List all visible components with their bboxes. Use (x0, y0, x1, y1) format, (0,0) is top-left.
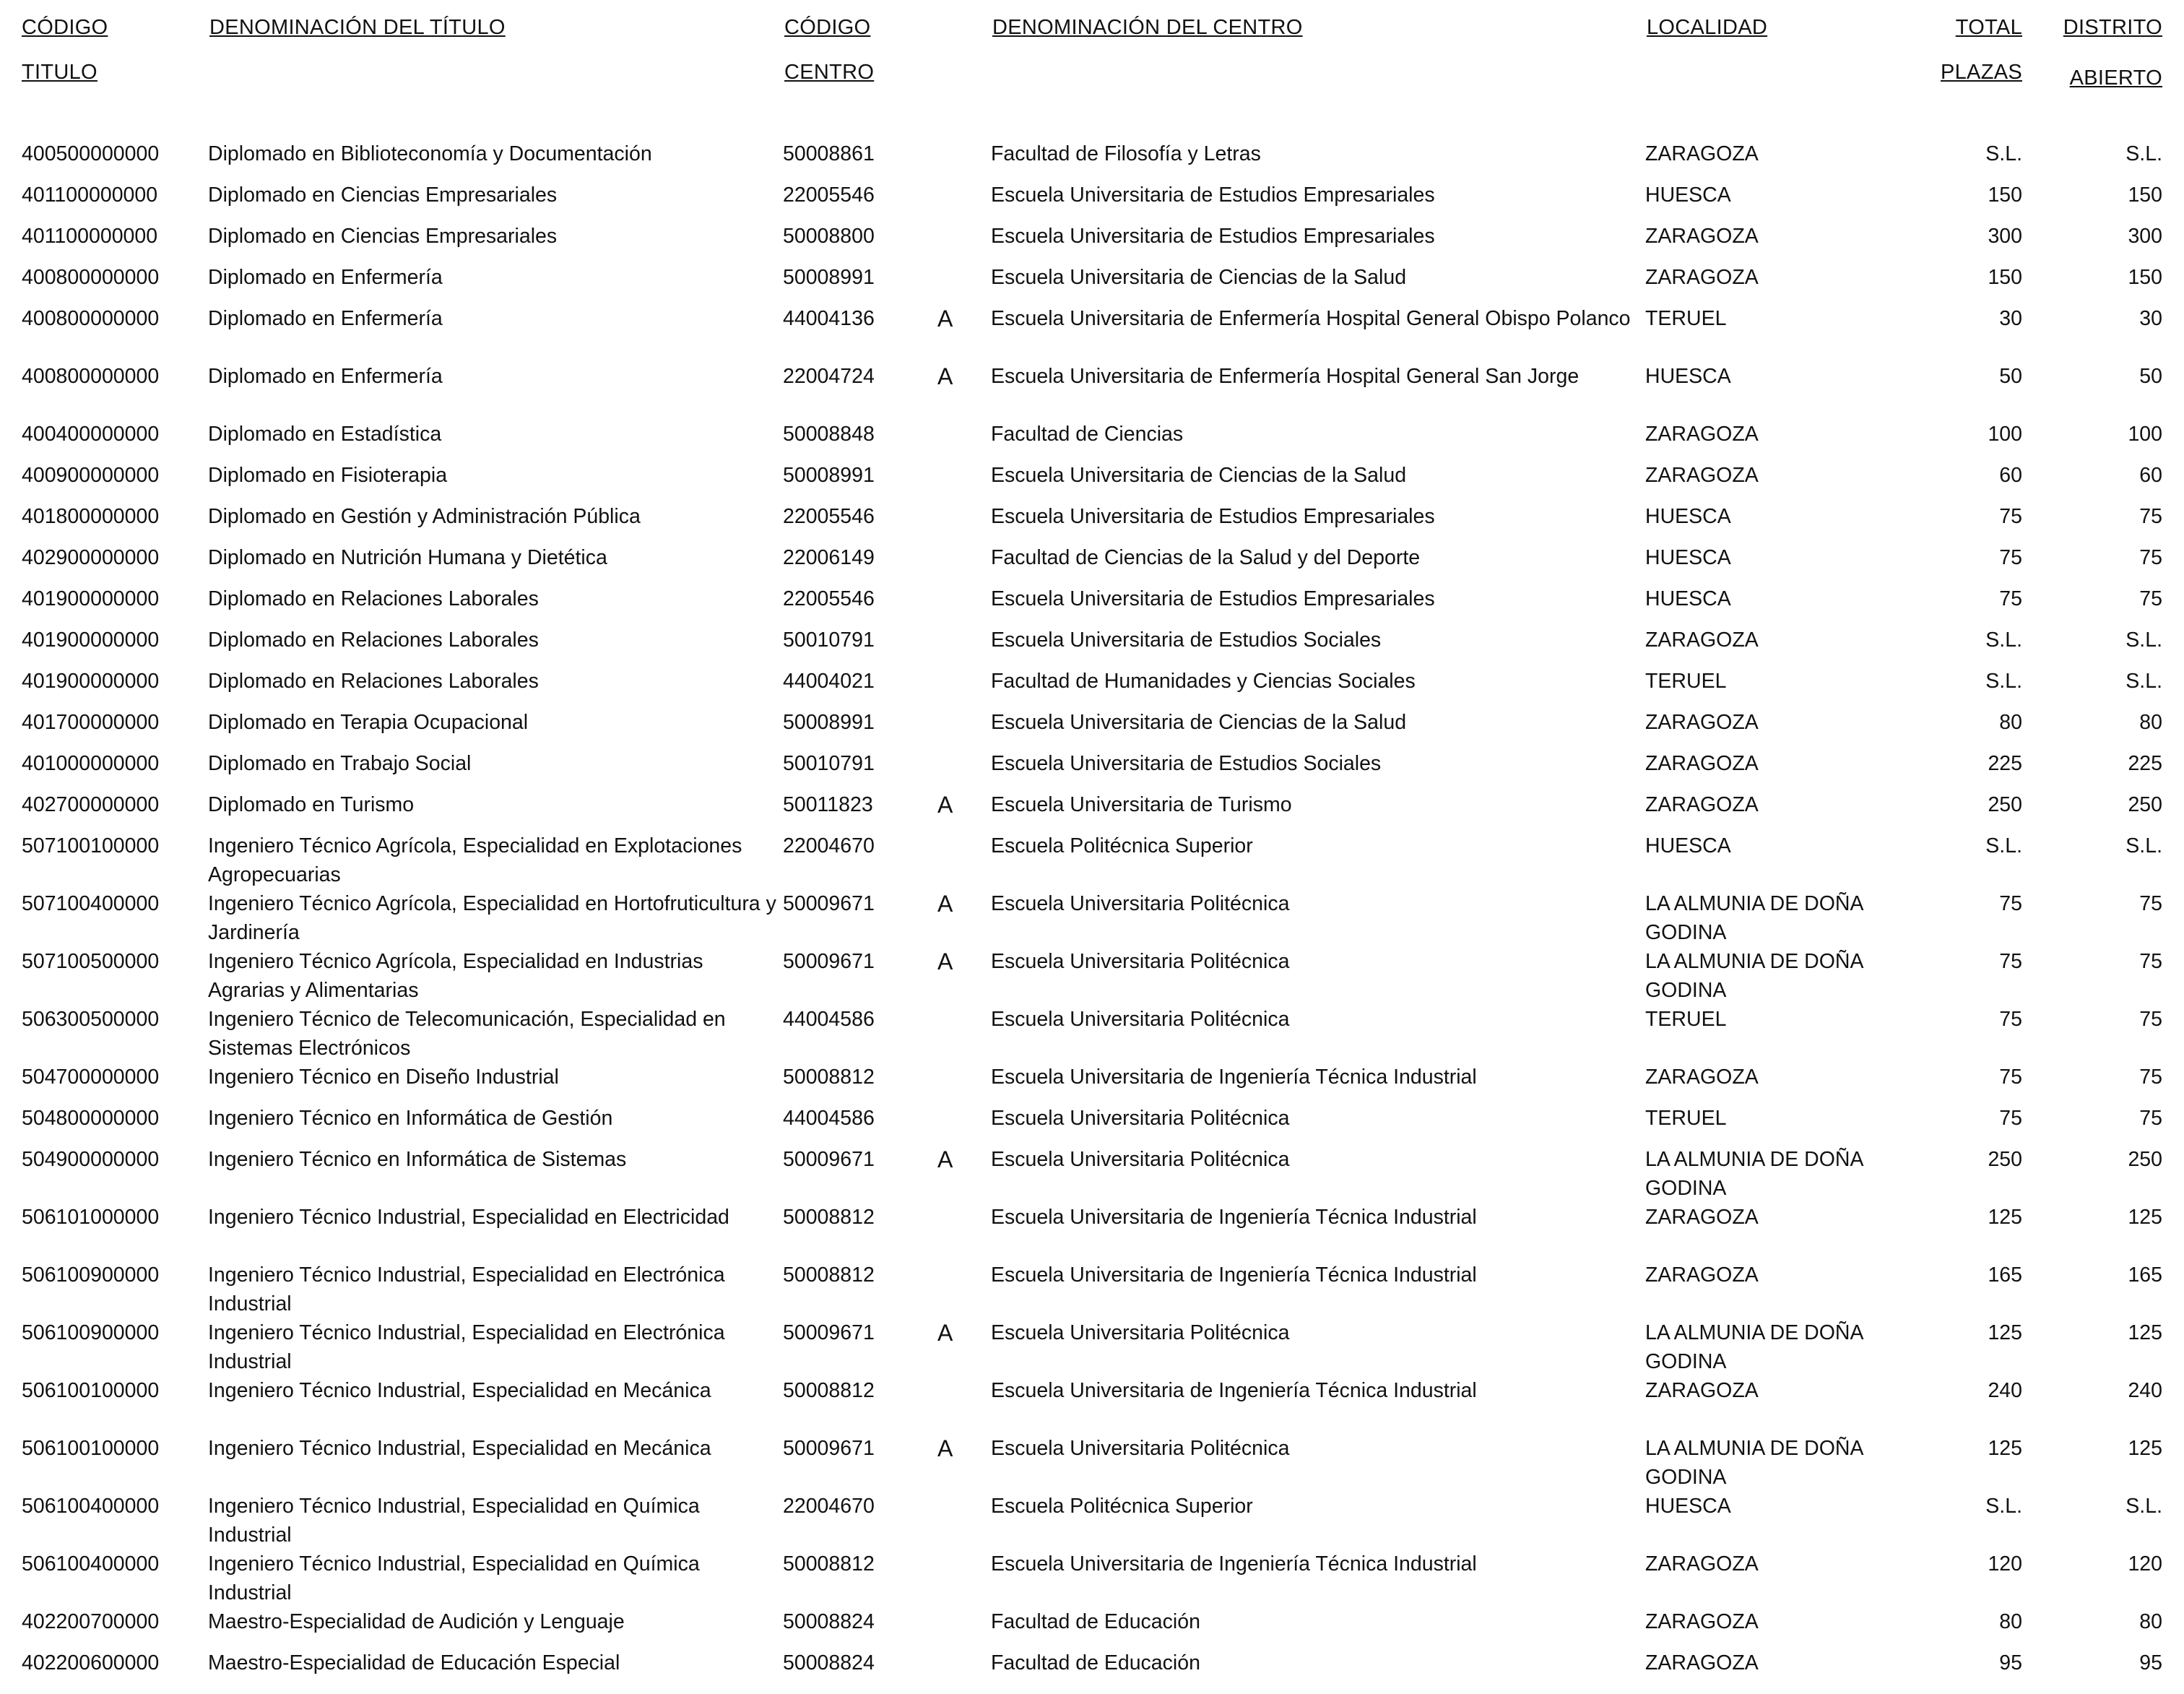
cell-title: Diplomado en Fisioterapia (208, 464, 448, 487)
cell-locality: ZARAGOZA (1645, 1651, 1759, 1674)
cell-locality: ZARAGOZA (1645, 711, 1759, 734)
header-total: TOTAL (1955, 16, 2022, 39)
cell-centre-code: 50008812 (783, 1206, 875, 1229)
cell-locality: ZARAGOZA (1645, 142, 1759, 165)
cell-locality: HUESCA (1645, 365, 1731, 388)
cell-title: Ingeniero Técnico Industrial, Especialidad en Mecánica (208, 1437, 711, 1460)
cell-centre-code: 22005546 (783, 587, 875, 610)
cell-centre: Facultad de Educación (991, 1651, 1200, 1674)
cell-locality: ZARAGOZA (1645, 793, 1759, 816)
header-localidad: LOCALIDAD (1647, 16, 1768, 39)
header-distrito: DISTRITO (2063, 16, 2162, 39)
table-row (0, 356, 2184, 414)
cell-flag: A (937, 363, 953, 389)
cell-locality: LA ALMUNIA DE DOÑA GODINA (1645, 1437, 1863, 1489)
header-codigo-centro-line2: CENTRO (784, 61, 875, 84)
table-row (0, 620, 2184, 661)
cell-total: 75 (1999, 1008, 2022, 1031)
header-denominacion-titulo: DENOMINACIÓN DEL TÍTULO (209, 16, 506, 39)
cell-code: 504800000000 (22, 1107, 160, 1130)
cell-locality: ZARAGOZA (1645, 266, 1759, 289)
cell-total: 120 (1988, 1552, 2022, 1576)
cell-district: S.L. (2126, 670, 2162, 693)
table-row (0, 414, 2184, 455)
cell-code: 506100400000 (22, 1495, 160, 1518)
cell-centre: Escuela Universitaria de Ingeniería Técnica Industrial (991, 1263, 1477, 1287)
cell-total: S.L. (1985, 628, 2022, 652)
cell-locality: HUESCA (1645, 505, 1731, 528)
cell-locality: ZARAGOZA (1645, 423, 1759, 446)
cell-locality: LA ALMUNIA DE DOÑA GODINA (1645, 950, 1863, 1002)
cell-title: Diplomado en Enfermería (208, 307, 443, 330)
cell-district: 95 (2139, 1651, 2162, 1674)
cell-centre-code: 50008812 (783, 1552, 875, 1576)
cell-district: 150 (2128, 183, 2162, 207)
cell-locality: HUESCA (1645, 546, 1731, 569)
table-row (0, 257, 2184, 298)
cell-title: Diplomado en Enfermería (208, 266, 443, 289)
cell-centre: Escuela Universitaria de Turismo (991, 793, 1292, 816)
cell-total: 125 (1988, 1437, 2022, 1460)
cell-title: Diplomado en Gestión y Administración Pública (208, 505, 641, 528)
cell-code: 506100400000 (22, 1552, 160, 1576)
cell-centre-code: 50008861 (783, 142, 875, 165)
cell-title: Diplomado en Relaciones Laborales (208, 670, 539, 693)
cell-flag: A (937, 1320, 953, 1346)
cell-locality: TERUEL (1645, 670, 1727, 693)
cell-title: Maestro-Especialidad de Educación Especial (208, 1651, 620, 1674)
cell-centre: Escuela Universitaria Politécnica (991, 1148, 1290, 1171)
header-distrito-line2: ABIERTO (2069, 66, 2162, 90)
cell-title: Diplomado en Ciencias Empresariales (208, 225, 558, 248)
cell-centre: Facultad de Humanidades y Ciencias Sociales (991, 670, 1416, 693)
cell-code: 401100000000 (22, 225, 158, 248)
cell-flag: A (937, 948, 953, 975)
cell-locality: ZARAGOZA (1645, 464, 1759, 487)
table-row (0, 941, 2184, 1002)
cell-locality: ZARAGOZA (1645, 1206, 1759, 1229)
cell-total: 60 (1999, 464, 2022, 487)
cell-locality: ZARAGOZA (1645, 752, 1759, 775)
cell-centre: Escuela Universitaria de Ingeniería Técnica Industrial (991, 1379, 1477, 1402)
cell-centre-code: 50008824 (783, 1610, 875, 1633)
cell-centre-code: 50008812 (783, 1066, 875, 1089)
table-row (0, 579, 2184, 620)
cell-title: Ingeniero Técnico Agrícola, Especialidad en Explotaciones Agropecuarias (208, 834, 742, 886)
cell-district: 75 (2139, 950, 2162, 973)
cell-centre: Facultad de Educación (991, 1610, 1200, 1633)
cell-code: 400800000000 (22, 365, 160, 388)
cell-centre-code: 22004670 (783, 1495, 875, 1518)
cell-district: 75 (2139, 587, 2162, 610)
cell-title: Ingeniero Técnico Agrícola, Especialidad en Hortofruticultura y Jardinería (208, 892, 776, 944)
cell-code: 400800000000 (22, 307, 160, 330)
cell-title: Ingeniero Técnico de Telecomunicación, Especialidad en Sistemas Electrónicos (208, 1008, 726, 1060)
table-row (0, 1098, 2184, 1139)
cell-district: 250 (2128, 1148, 2162, 1171)
cell-centre: Escuela Universitaria de Ciencias de la Salud (991, 266, 1407, 289)
cell-locality: HUESCA (1645, 183, 1731, 207)
cell-locality: ZARAGOZA (1645, 1066, 1759, 1089)
header-codigo-titulo: CÓDIGO (22, 16, 108, 39)
cell-code: 400800000000 (22, 266, 160, 289)
cell-title: Diplomado en Relaciones Laborales (208, 628, 539, 652)
table-row (0, 537, 2184, 579)
cell-code: 400900000000 (22, 464, 160, 487)
cell-centre: Escuela Universitaria de Estudios Sociales (991, 628, 1382, 652)
cell-centre: Escuela Universitaria Politécnica (991, 1107, 1290, 1130)
cell-locality: HUESCA (1645, 587, 1731, 610)
cell-centre-code: 50008848 (783, 423, 875, 446)
cell-centre-code: 50008991 (783, 464, 875, 487)
cell-district: 120 (2128, 1552, 2162, 1576)
cell-code: 401100000000 (22, 183, 158, 207)
cell-code: 507100500000 (22, 950, 160, 973)
table-row (0, 1544, 2184, 1602)
cell-code: 400400000000 (22, 423, 160, 446)
cell-total: 75 (1999, 892, 2022, 915)
table-row (0, 1602, 2184, 1643)
cell-district: S.L. (2126, 1495, 2162, 1518)
cell-district: 50 (2139, 365, 2162, 388)
header-codigo-titulo-line2: TITULO (22, 61, 98, 84)
cell-total: 75 (1999, 546, 2022, 569)
cell-total: 50 (1999, 365, 2022, 388)
table-row (0, 1428, 2184, 1489)
cell-code: 402900000000 (22, 546, 160, 569)
cell-centre-code: 44004586 (783, 1008, 875, 1031)
cell-district: 75 (2139, 1008, 2162, 1031)
table-row (0, 455, 2184, 496)
cell-locality: TERUEL (1645, 1008, 1727, 1031)
cell-centre-code: 50008991 (783, 266, 875, 289)
cell-total: 250 (1988, 1148, 2022, 1171)
cell-district: 125 (2128, 1321, 2162, 1344)
cell-total: S.L. (1985, 834, 2022, 857)
cell-locality: ZARAGOZA (1645, 1379, 1759, 1402)
cell-district: 75 (2139, 1066, 2162, 1089)
cell-district: 165 (2128, 1263, 2162, 1287)
cell-title: Diplomado en Turismo (208, 793, 415, 816)
cell-centre-code: 50009671 (783, 1437, 875, 1460)
cell-centre: Escuela Politécnica Superior (991, 834, 1253, 857)
cell-locality: ZARAGOZA (1645, 1610, 1759, 1633)
table-row (0, 1139, 2184, 1200)
cell-centre-code: 22004724 (783, 365, 875, 388)
cell-total: 80 (1999, 1610, 2022, 1633)
cell-total: S.L. (1985, 142, 2022, 165)
cell-title: Diplomado en Trabajo Social (208, 752, 472, 775)
cell-total: 75 (1999, 587, 2022, 610)
cell-code: 506300500000 (22, 1008, 160, 1031)
cell-total: 80 (1999, 711, 2022, 734)
cell-locality: ZARAGOZA (1645, 225, 1759, 248)
cell-code: 402700000000 (22, 793, 160, 816)
cell-locality: TERUEL (1645, 307, 1727, 330)
cell-code: 507100100000 (22, 834, 160, 857)
cell-district: 100 (2128, 423, 2162, 446)
table-body (0, 134, 2184, 1684)
cell-flag: A (937, 792, 953, 818)
cell-code: 401000000000 (22, 752, 160, 775)
cell-centre: Facultad de Filosofía y Letras (991, 142, 1261, 165)
header-total-line2: PLAZAS (1940, 61, 2022, 84)
cell-district: 30 (2139, 307, 2162, 330)
cell-flag: A (937, 891, 953, 917)
cell-total: 75 (1999, 1107, 2022, 1130)
cell-centre-code: 50008991 (783, 711, 875, 734)
table-row (0, 785, 2184, 826)
cell-district: S.L. (2126, 834, 2162, 857)
cell-district: 75 (2139, 505, 2162, 528)
cell-district: 150 (2128, 266, 2162, 289)
cell-centre: Escuela Universitaria de Ingeniería Técnica Industrial (991, 1066, 1477, 1089)
cell-title: Diplomado en Biblioteconomía y Documentación (208, 142, 652, 165)
cell-code: 504900000000 (22, 1148, 160, 1171)
cell-centre: Escuela Universitaria de Ingeniería Técnica Industrial (991, 1552, 1477, 1576)
cell-code: 401900000000 (22, 587, 160, 610)
cell-district: 75 (2139, 892, 2162, 915)
cell-total: 250 (1988, 793, 2022, 816)
table-row (0, 175, 2184, 216)
cell-total: 150 (1988, 183, 2022, 207)
table-row (0, 298, 2184, 356)
cell-total: 125 (1988, 1321, 2022, 1344)
cell-centre: Facultad de Ciencias (991, 423, 1184, 446)
cell-centre-code: 22005546 (783, 505, 875, 528)
cell-centre: Escuela Universitaria de Estudios Empresariales (991, 505, 1435, 528)
cell-district: S.L. (2126, 142, 2162, 165)
cell-code: 504700000000 (22, 1066, 160, 1089)
cell-code: 402200700000 (22, 1610, 160, 1633)
table-row (0, 883, 2184, 944)
cell-centre: Escuela Universitaria Politécnica (991, 950, 1290, 973)
cell-centre-code: 22006149 (783, 546, 875, 569)
cell-code: 401800000000 (22, 505, 160, 528)
cell-code: 400500000000 (22, 142, 160, 165)
cell-flag: A (937, 1146, 953, 1172)
table-row (0, 1057, 2184, 1098)
cell-centre: Escuela Universitaria de Ciencias de la Salud (991, 711, 1407, 734)
cell-centre-code: 22005546 (783, 183, 875, 207)
cell-centre: Escuela Universitaria de Estudios Sociales (991, 752, 1382, 775)
cell-title: Diplomado en Enfermería (208, 365, 443, 388)
table-row (0, 999, 2184, 1060)
cell-code: 401900000000 (22, 670, 160, 693)
header-denominacion-centro: DENOMINACIÓN DEL CENTRO (992, 16, 1303, 39)
cell-centre-code: 44004136 (783, 307, 875, 330)
cell-locality: HUESCA (1645, 1495, 1731, 1518)
cell-district: 75 (2139, 546, 2162, 569)
cell-title: Ingeniero Técnico Industrial, Especialidad en Electricidad (208, 1206, 729, 1229)
cell-district: 80 (2139, 711, 2162, 734)
table-row (0, 1313, 2184, 1373)
cell-total: S.L. (1985, 670, 2022, 693)
table-row (0, 496, 2184, 537)
table-row (0, 702, 2184, 743)
cell-code: 506101000000 (22, 1206, 160, 1229)
table-row (0, 1486, 2184, 1547)
cell-district: 75 (2139, 1107, 2162, 1130)
cell-centre: Facultad de Ciencias de la Salud y del Deporte (991, 546, 1421, 569)
cell-centre: Escuela Universitaria de Ingeniería Técnica Industrial (991, 1206, 1477, 1229)
cell-district: 80 (2139, 1610, 2162, 1633)
cell-district: 300 (2128, 225, 2162, 248)
cell-centre: Escuela Politécnica Superior (991, 1495, 1253, 1518)
cell-title: Ingeniero Técnico Industrial, Especialidad en Electrónica Industrial (208, 1263, 725, 1315)
cell-title: Ingeniero Técnico Agrícola, Especialidad en Industrias Agrarias y Alimentarias (208, 950, 703, 1002)
cell-centre-code: 50008812 (783, 1379, 875, 1402)
table-row (0, 1643, 2184, 1684)
cell-total: 125 (1988, 1206, 2022, 1229)
cell-total: 300 (1988, 225, 2022, 248)
cell-district: S.L. (2126, 628, 2162, 652)
cell-centre-code: 50010791 (783, 628, 875, 652)
cell-title: Ingeniero Técnico Industrial, Especialidad en Electrónica Industrial (208, 1321, 725, 1373)
cell-locality: ZARAGOZA (1645, 1263, 1759, 1287)
cell-total: 100 (1988, 423, 2022, 446)
cell-total: 95 (1999, 1651, 2022, 1674)
cell-district: 125 (2128, 1206, 2162, 1229)
cell-title: Diplomado en Estadística (208, 423, 442, 446)
cell-centre-code: 50008812 (783, 1263, 875, 1287)
cell-locality: ZARAGOZA (1645, 628, 1759, 652)
cell-locality: LA ALMUNIA DE DOÑA GODINA (1645, 1321, 1863, 1373)
cell-centre: Escuela Universitaria de Ciencias de la Salud (991, 464, 1407, 487)
cell-centre: Escuela Universitaria de Estudios Empresariales (991, 587, 1435, 610)
cell-total: 165 (1988, 1263, 2022, 1287)
cell-centre: Escuela Universitaria Politécnica (991, 1008, 1290, 1031)
cell-locality: LA ALMUNIA DE DOÑA GODINA (1645, 1148, 1863, 1200)
cell-centre-code: 22004670 (783, 834, 875, 857)
cell-title: Ingeniero Técnico Industrial, Especialidad en Química Industrial (208, 1552, 700, 1604)
cell-total: 30 (1999, 307, 2022, 330)
cell-centre-code: 44004021 (783, 670, 875, 693)
cell-centre: Escuela Universitaria Politécnica (991, 892, 1290, 915)
cell-code: 507100400000 (22, 892, 160, 915)
cell-district: 125 (2128, 1437, 2162, 1460)
cell-centre: Escuela Universitaria de Enfermería Hospital General San Jorge (991, 365, 1580, 388)
cell-centre-code: 50009671 (783, 950, 875, 973)
cell-title: Diplomado en Terapia Ocupacional (208, 711, 529, 734)
table-row (0, 134, 2184, 175)
cell-title: Diplomado en Relaciones Laborales (208, 587, 539, 610)
cell-code: 506100900000 (22, 1263, 160, 1287)
table-row (0, 826, 2184, 886)
table-row (0, 661, 2184, 702)
cell-total: 225 (1988, 752, 2022, 775)
cell-locality: ZARAGOZA (1645, 1552, 1759, 1576)
cell-code: 506100900000 (22, 1321, 160, 1344)
cell-title: Diplomado en Nutrición Humana y Dietética (208, 546, 607, 569)
cell-centre: Escuela Universitaria de Estudios Empresariales (991, 183, 1435, 207)
cell-total: 75 (1999, 950, 2022, 973)
table-row (0, 216, 2184, 257)
cell-title: Maestro-Especialidad de Audición y Lenguaje (208, 1610, 625, 1633)
cell-district: 60 (2139, 464, 2162, 487)
cell-centre: Escuela Universitaria de Estudios Empresariales (991, 225, 1435, 248)
table-row (0, 1370, 2184, 1428)
cell-centre: Escuela Universitaria Politécnica (991, 1321, 1290, 1344)
cell-centre-code: 50011823 (783, 793, 873, 816)
cell-locality: HUESCA (1645, 834, 1731, 857)
cell-title: Diplomado en Ciencias Empresariales (208, 183, 558, 207)
cell-code: 401900000000 (22, 628, 160, 652)
cell-centre-code: 50008824 (783, 1651, 875, 1674)
cell-district: 225 (2128, 752, 2162, 775)
cell-title: Ingeniero Técnico en Diseño Industrial (208, 1066, 559, 1089)
cell-centre-code: 50008800 (783, 225, 875, 248)
header-codigo-centro: CÓDIGO (784, 16, 871, 39)
cell-centre-code: 50009671 (783, 892, 875, 915)
table-row (0, 743, 2184, 785)
cell-title: Ingeniero Técnico en Informática de Gestión (208, 1107, 613, 1130)
cell-total: S.L. (1985, 1495, 2022, 1518)
cell-total: 150 (1988, 266, 2022, 289)
cell-code: 402200600000 (22, 1651, 160, 1674)
cell-total: 240 (1988, 1379, 2022, 1402)
cell-title: Ingeniero Técnico Industrial, Especialidad en Mecánica (208, 1379, 711, 1402)
cell-centre-code: 50010791 (783, 752, 875, 775)
cell-code: 506100100000 (22, 1379, 160, 1402)
cell-centre: Escuela Universitaria Politécnica (991, 1437, 1290, 1460)
cell-locality: TERUEL (1645, 1107, 1727, 1130)
cell-centre-code: 50009671 (783, 1148, 875, 1171)
cell-title: Ingeniero Técnico Industrial, Especialidad en Química Industrial (208, 1495, 700, 1547)
cell-centre-code: 50009671 (783, 1321, 875, 1344)
cell-district: 240 (2128, 1379, 2162, 1402)
cell-code: 401700000000 (22, 711, 160, 734)
cell-centre: Escuela Universitaria de Enfermería Hospital General Obispo Polanco (991, 307, 1631, 330)
cell-flag: A (937, 1435, 953, 1461)
cell-total: 75 (1999, 1066, 2022, 1089)
cell-centre-code: 44004586 (783, 1107, 875, 1130)
cell-code: 506100100000 (22, 1437, 160, 1460)
cell-flag: A (937, 306, 953, 332)
cell-district: 250 (2128, 793, 2162, 816)
table-row (0, 1197, 2184, 1255)
cell-locality: LA ALMUNIA DE DOÑA GODINA (1645, 892, 1863, 944)
table-row (0, 1255, 2184, 1313)
cell-title: Ingeniero Técnico en Informática de Sistemas (208, 1148, 627, 1171)
cell-total: 75 (1999, 505, 2022, 528)
